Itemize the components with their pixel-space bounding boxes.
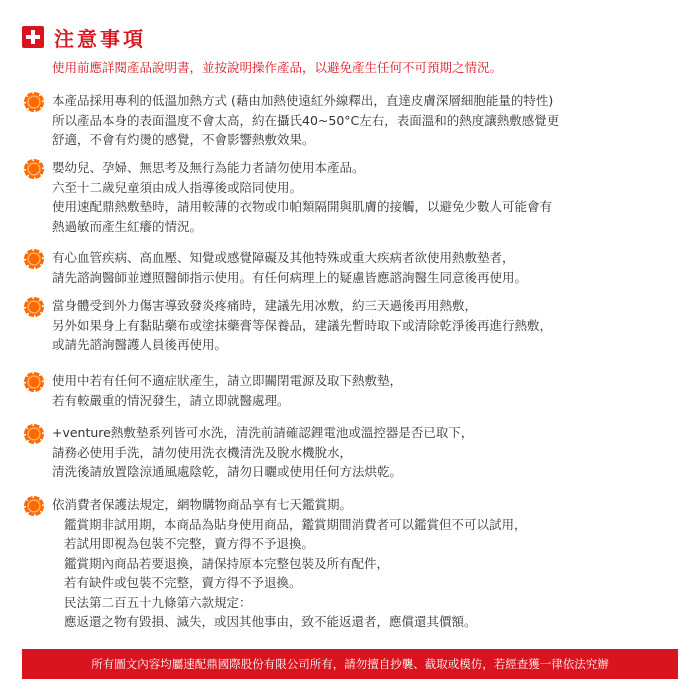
orange-sun-bullet-icon: [26, 94, 42, 110]
notice-header: [22, 22, 146, 52]
notice-line: 清洗後請放置陰涼通風處陰乾，請勿日曬或使用任何方法烘乾。: [52, 464, 403, 479]
orange-sun-bullet-icon: [26, 498, 42, 514]
page-subtitle: 使用前應詳閱產品說明書，並按說明操作產品，以避免產生任何不可預期之情況。: [52, 60, 503, 75]
orange-sun-bullet-icon: [26, 299, 42, 315]
notice-item-text: [52, 248, 686, 287]
copyright-text: 所有圖文內容均屬速配鼎國際股份有限公司所有，請勿擅自抄襲、截取或模仿，若經查獲一律依法究辦: [91, 657, 609, 671]
notice-item-text: [52, 371, 686, 410]
notice-item-text: [52, 423, 686, 482]
orange-sun-bullet-icon: [26, 374, 42, 390]
notice-line: 請先諮詢醫師並遵照醫師指示使用。有任何病理上的疑慮皆應諮詢醫生同意後再使用。: [52, 269, 528, 285]
notice-line: 舒適，不會有灼燙的感覺，不會影響熱敷效果。: [52, 132, 315, 147]
notice-line: 本產品採用專利的低溫加熱方式 (藉由加熱使遠紅外線釋出，直達皮膚深層細胞能量的特性): [52, 93, 554, 108]
orange-sun-bullet-icon: [26, 426, 42, 442]
notice-line: 應返還之物有毀損、滅失，或因其他事由，致不能返還者，應償還其價額。: [64, 614, 477, 629]
notice-item: [26, 423, 686, 482]
orange-sun-bullet-icon: [26, 161, 42, 177]
notice-line: 嬰幼兒、孕婦、無思考及無行為能力者請勿使用本產品。: [52, 160, 365, 175]
notice-line: 使用速配鼎熱敷墊時，請用較薄的衣物或巾帕類隔開與肌膚的接觸，以避免少數人可能會有: [52, 199, 553, 214]
notice-line: 依消費者保護法規定，網物購物商品享有七天鑑賞期。: [52, 497, 353, 512]
notice-item-text: [52, 158, 686, 236]
page-title: 注意事項: [54, 26, 146, 51]
notice-item-text: [52, 495, 686, 632]
notice-line: 有心血管疾病、高血壓、知覺或感覺障礙及其他特殊或重大疾病者欲使用熱敷墊者，: [52, 250, 515, 265]
copyright-footer: [22, 649, 678, 679]
notice-item: [26, 91, 686, 150]
notice-item: [26, 296, 686, 355]
notice-line: 所以產品本身的表面溫度不會太高，約在攝氏40~50°C左右，表面溫和的熱度讓熱敷感覺更: [52, 112, 560, 128]
notice-line: 當身體受到外力傷害導致發炎疼痛時，建議先用冰敷，約三天過後再用熱敷，: [52, 298, 478, 313]
orange-sun-bullet-icon: [26, 251, 42, 267]
notice-line: +venture熱敷墊系列皆可水洗，清洗前請確認鋰電池或溫控器是否已取下，: [52, 425, 474, 440]
notice-line: 或請先諮詢醫護人員後再使用。: [52, 337, 228, 352]
notice-item-text: [52, 91, 686, 150]
notice-item: [26, 495, 686, 632]
notice-line: 鑑賞期內商品若要退換，請保持原本完整包裝及所有配件，: [64, 555, 390, 571]
notice-line: 民法第二百五十九條第六款規定：: [64, 594, 252, 610]
notice-line: 若有缺件或包裝不完整，賣方得不予退換。: [64, 575, 302, 590]
notice-item: [26, 371, 686, 410]
notice-line: 若有較嚴重的情況發生，請立即就醫處理。: [52, 392, 290, 408]
notice-item-text: [52, 296, 686, 355]
notice-item: [26, 248, 686, 287]
notice-line: 另外如果身上有黏貼藥布或塗抹藥膏等保養品，建議先暫時取下或清除乾淨後再進行熱敷，: [52, 317, 553, 333]
notice-line: 熱過敏而產生紅癢的情況。: [52, 218, 203, 234]
red-cross-icon: [22, 26, 44, 48]
notice-line: 請務必使用手洗，請勿使用洗衣機清洗及脫水機脫水，: [52, 444, 353, 460]
notice-line: 鑑賞期非試用期，本商品為貼身使用商品，鑑賞期間消費者可以鑑賞但不可以試用，: [64, 516, 527, 532]
notice-line: 若試用即視為包裝不完整，賣方得不予退換。: [64, 536, 315, 551]
notice-line: 使用中若有任何不適症狀產生，請立即關閉電源及取下熱敷墊，: [52, 373, 403, 388]
notice-line: 六至十二歲兒童須由成人指導後或陪同使用。: [52, 179, 303, 195]
notice-item: [26, 158, 686, 236]
